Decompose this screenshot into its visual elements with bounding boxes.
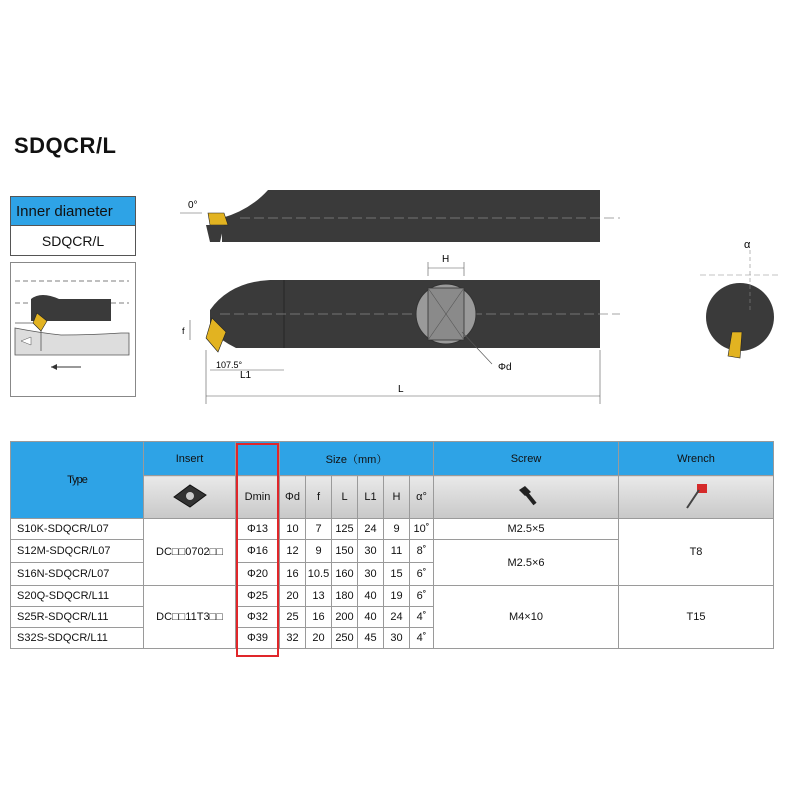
row-alpha: 8˚ bbox=[410, 540, 434, 563]
tool-side-view bbox=[206, 280, 620, 352]
wrench-image bbox=[619, 476, 774, 519]
row-f: 9 bbox=[306, 540, 332, 563]
f-subheader: f bbox=[306, 476, 332, 519]
row-dmin: Φ25 bbox=[236, 586, 280, 607]
row-l1: 45 bbox=[358, 628, 384, 649]
technical-drawing bbox=[180, 180, 790, 410]
row-d: 20 bbox=[280, 586, 306, 607]
alpha-label: α bbox=[744, 239, 751, 251]
row-model: S20Q-SDQCR/L11 bbox=[11, 586, 144, 607]
spec-table bbox=[10, 441, 774, 649]
tool-top-view bbox=[180, 190, 620, 242]
info-box-header: Inner diameter bbox=[10, 196, 136, 226]
tool-end-view bbox=[700, 250, 780, 358]
phid-label: Φd bbox=[498, 362, 512, 373]
row-alpha: 4˚ bbox=[410, 628, 434, 649]
size-header: Size（mm） bbox=[280, 442, 434, 476]
top-angle-label: 0° bbox=[188, 200, 198, 211]
row-h: 19 bbox=[384, 586, 410, 607]
row-dmin: Φ20 bbox=[236, 563, 280, 586]
row-l1: 40 bbox=[358, 586, 384, 607]
page-title: SDQCR/L bbox=[14, 133, 117, 158]
row-l: 150 bbox=[332, 540, 358, 563]
row-h: 15 bbox=[384, 563, 410, 586]
wrench-header: Wrench bbox=[619, 442, 774, 476]
row-model: S25R-SDQCR/L11 bbox=[11, 607, 144, 628]
row-l: 125 bbox=[332, 519, 358, 540]
screw-icon bbox=[511, 482, 541, 510]
row-dmin: Φ13 bbox=[236, 519, 280, 540]
phid-subheader: Φd bbox=[280, 476, 306, 519]
screw-cell: M2.5×6 bbox=[434, 540, 619, 586]
row-f: 10.5 bbox=[306, 563, 332, 586]
row-l1: 24 bbox=[358, 519, 384, 540]
screw-header: Screw bbox=[434, 442, 619, 476]
row-model: S32S-SDQCR/L11 bbox=[11, 628, 144, 649]
row-h: 30 bbox=[384, 628, 410, 649]
row-f: 13 bbox=[306, 586, 332, 607]
row-dmin: Φ16 bbox=[236, 540, 280, 563]
row-dmin: Φ39 bbox=[236, 628, 280, 649]
row-f: 20 bbox=[306, 628, 332, 649]
dmin-header-blank bbox=[236, 442, 280, 476]
row-l: 160 bbox=[332, 563, 358, 586]
row-l1: 30 bbox=[358, 540, 384, 563]
row-d: 32 bbox=[280, 628, 306, 649]
row-model: S16N-SDQCR/L07 bbox=[11, 563, 144, 586]
screw-cell: M4×10 bbox=[434, 586, 619, 649]
wrench-cell: T15 bbox=[619, 586, 774, 649]
row-l1: 30 bbox=[358, 563, 384, 586]
angle-label: 107.5° bbox=[216, 360, 243, 370]
row-model: S12M-SDQCR/L07 bbox=[11, 540, 144, 563]
wrench-cell: T8 bbox=[619, 519, 774, 586]
row-alpha: 6˚ bbox=[410, 563, 434, 586]
screw-cell: M2.5×5 bbox=[434, 519, 619, 540]
row-h: 24 bbox=[384, 607, 410, 628]
row-d: 12 bbox=[280, 540, 306, 563]
type-header: Type bbox=[11, 442, 144, 519]
row-d: 10 bbox=[280, 519, 306, 540]
row-alpha: 10˚ bbox=[410, 519, 434, 540]
insert-cell: DC□□11T3□□ bbox=[144, 586, 236, 649]
info-box bbox=[10, 196, 136, 256]
insert-cell: DC□□0702□□ bbox=[144, 519, 236, 586]
h-label: H bbox=[442, 254, 450, 265]
row-dmin: Φ32 bbox=[236, 607, 280, 628]
insert-header: Insert bbox=[144, 442, 236, 476]
screw-image bbox=[434, 476, 619, 519]
row-f: 16 bbox=[306, 607, 332, 628]
dmin-subheader: Dmin bbox=[236, 476, 280, 519]
f-label: f bbox=[182, 326, 185, 336]
l1-label: L1 bbox=[240, 370, 252, 381]
boring-operation-diagram bbox=[10, 262, 136, 397]
row-alpha: 6˚ bbox=[410, 586, 434, 607]
row-l: 250 bbox=[332, 628, 358, 649]
insert-image bbox=[144, 476, 236, 519]
row-alpha: 4˚ bbox=[410, 607, 434, 628]
row-l: 200 bbox=[332, 607, 358, 628]
alpha-subheader: α° bbox=[410, 476, 434, 519]
row-d: 25 bbox=[280, 607, 306, 628]
l-label: L bbox=[398, 384, 404, 395]
insert-icon bbox=[170, 481, 210, 511]
h-subheader: H bbox=[384, 476, 410, 519]
row-model: S10K-SDQCR/L07 bbox=[11, 519, 144, 540]
l1-subheader: L1 bbox=[358, 476, 384, 519]
row-h: 9 bbox=[384, 519, 410, 540]
row-f: 7 bbox=[306, 519, 332, 540]
row-h: 11 bbox=[384, 540, 410, 563]
l-subheader: L bbox=[332, 476, 358, 519]
info-box-model: SDQCR/L bbox=[10, 226, 136, 256]
row-l: 180 bbox=[332, 586, 358, 607]
row-d: 16 bbox=[280, 563, 306, 586]
row-l1: 40 bbox=[358, 607, 384, 628]
wrench-icon bbox=[681, 480, 711, 512]
